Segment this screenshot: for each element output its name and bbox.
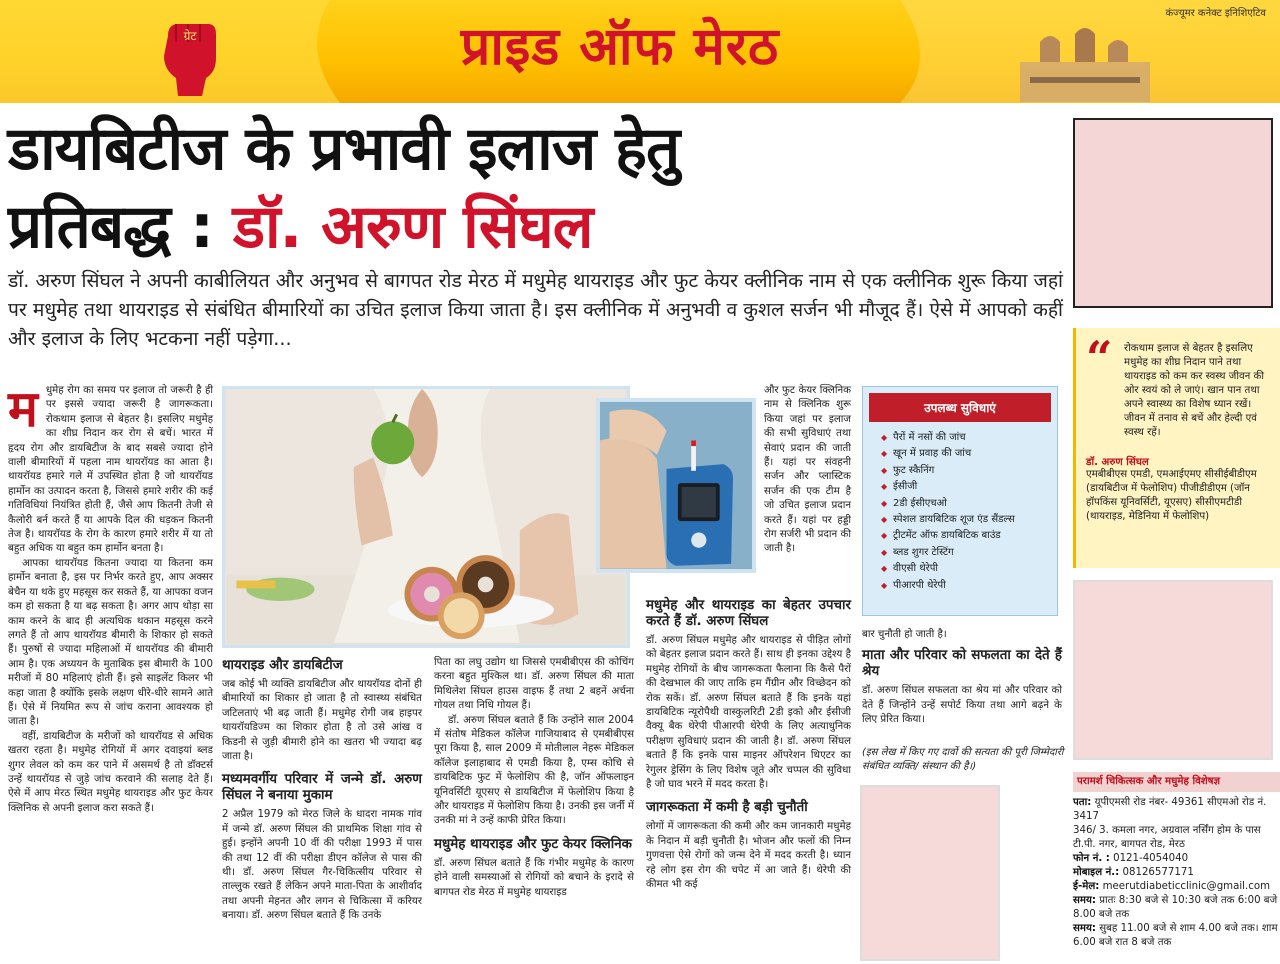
email-address: meerutdiabeticclinic@gmail.com [1102, 881, 1270, 892]
col1-paragraph-3: वहीं, डायबिटीज के मरीजों को थायरॉयड से अधिक खतरा रहता है। मधुमेह रोगियों में अगर दवाइयां ब्लड शुगर लेवल को कम कर पाने में असमर्थ है तो डॉक्टर्स उन्हें थायरॉयड से जुड़े जांच करवाने की सलाह देते हैं। ऐसे में आप मेरठ स्थित मधुमेह थायराइड और फुट केयर क्लिनिक से अपनी इलाज करा सकते हैं। [8, 730, 213, 814]
article-column-5 [862, 628, 1062, 728]
intro-paragraph: डॉ. अरुण सिंघल ने अपनी काबीलियत और अनुभव से बागपत रोड मेरठ में मधुमेह थायराइड और फुट केयर क्लीनिक नाम से एक क्लीनिक शुरू किया जहां पर मधुमेह तथा थायराइड से संबंधित बीमारियों का उचित इलाज किया जाता है। इस क्लीनिक में अनुभवी व कुशल सर्जन भी मौजूद हैं। ऐसे में आपको कहीं और इलाज के लिए भटकना नहीं पड़ेगा... [8, 269, 1063, 350]
facility-item: ◆ 2डी ईसीएचओ [881, 496, 1057, 512]
subheading-clinic: मधुमेह थायराइड और फुट केयर क्लिनिक [434, 836, 632, 852]
quote-author: डॉ. अरुण सिंघल [1086, 457, 1149, 468]
phone-label: फोन नं. : [1073, 853, 1110, 864]
masthead-banner [0, 0, 1280, 103]
facility-item: ◆ ब्लड शुगर टेस्टिंग [881, 545, 1057, 561]
headline [8, 110, 1058, 266]
subheading-better-treatment: मधुमेह और थायराइड का बेहतर उपचार करते हैं डॉ. अरुण सिंघल [646, 598, 851, 629]
contact-phone [1073, 852, 1280, 866]
subheading-middle-class-family: मध्यमवर्गीय परिवार में जन्मे डॉ. अरुण सिंघल ने बनाया मुकाम [222, 772, 422, 804]
doctor-quote-box [1073, 328, 1280, 568]
subheading-awareness: जागरूकता में कमी है बड़ी चुनौती [646, 800, 808, 816]
quote-text: रोकथाम इलाज से बेहतर है इसलिए मधुमेह का शीघ्र निदान पाने तथा थायराइड को कम कर स्वस्थ जीवन की ओर स्वयं को ले जाएं। खान पान तथा अपने स्वास्थ्य का विशेष ध्यान रखें। जीवन में तनाव से बचें और हेल्दी एवं स्वस्थ रहें। [1124, 343, 1264, 438]
facility-item: ◆ ईसीजी [881, 479, 1057, 495]
facilities-title: उपलब्ध सुविधाएं [869, 393, 1051, 422]
contact-mobile [1073, 866, 1280, 880]
doctor-name: डॉ. अरुण सिंघल [232, 192, 593, 262]
headline-line-1: डायबिटीज के प्रभावी इलाज हेतु [8, 114, 680, 184]
time-label-2: समय: [1073, 923, 1096, 934]
col3-paragraph-1: पिता का लघु उद्योग था जिससे एमबीबीएस की कोचिंग करना बहुत मुश्किल था। डॉ. अरुण सिंघल की माता मिथिलेश सिंघल हाउस वाइफ हैं तथा 2 बहनें अर्चना गोयल तथा निधि गोयल हैं। [434, 657, 634, 712]
col3-paragraph-3: डॉ. अरुण सिंघल बताते हैं कि गंभीर मधुमेह के कारण होने वाली समस्याओं से रोगियों को बचाने के इरादे से बागपत रोड मेरठ में मधुमेह थायराइड [434, 857, 634, 898]
ad-placeholder-top [1073, 118, 1273, 308]
mobile-label: मोबाइल नं.: [1073, 867, 1120, 878]
facility-item: ◆ पैरों में नसों की जांच [881, 430, 1057, 446]
time-label-1: समय: [1073, 895, 1096, 906]
woman-donut-illustration [225, 389, 627, 645]
timing-2: सुबह 11.00 बजे से शाम 4.00 बजे तक। शाम 6.00 बजे रात 8 बजे तक [1073, 923, 1278, 948]
col1-paragraph-1: धुमेह रोग का समय पर इलाज तो जरूरी है ही पर इससे ज्यादा जरूरी है जागरूकता। रोकथाम इलाज से बेहतर है। इसलिए मधुमेह का शीघ्र निदान कर रोग से बचें। भारत में हृदय रोग और डायबिटीज के बाद सबसे ज्यादा होने वाली बीमारियों में पहला नाम थायरॉयड का आता है। थायरॉयड हमारे गले में उपस्थित होता है जो थायरॉयड हार्मोन का उत्पादन करता है, जिससे हमारे शरीर की कई गतिविधियां नियंत्रित होती हैं, जैसे आप कितनी तेजी से कैलोरी बर्न करते हैं या आपके दिल की धड़कन कितनी तेज है। थायरॉयड के रोग के कारण हमारे शरीर में या तो बहुत अधिक या बहुत कम हार्मोन बनता है। [8, 385, 213, 555]
address-line-2: 346/ 3. कमला नगर, अग्रवाल नर्सिंग होम के पास टी.पी. नगर, बागपत रोड, मेरठ [1073, 825, 1261, 850]
masthead-title: प्राइड ऑफ मेरठ [460, 16, 780, 77]
headline-line-2-a: प्रतिबद्ध : [8, 192, 233, 262]
col4-paragraph-2: डॉ. अरुण सिंघल मधुमेह और थायराइड से पीड़ित लोगों को बेहतर इलाज प्रदान करते हैं। साथ ही इनका उद्देश्य है मधुमेह रोगियों के बीच जागरूकता फैलाना कि कैसे पैरों की देखभाल की जाए ताकि हम गैंग्रीन और विच्छेदन को रोक सकें। डॉ. अरुण सिंघल बताते हैं कि इनके यहां डायबिटिक न्यूरोपैथी वास्कुलरिटी 2डी इको और ईसीजी वैक्यू बैक थेरेपी पीआरपी थेरेपी के लिए अत्याधुनिक परीक्षण सुविधाएं प्रदान की जाती है। डॉ. अरुण सिंघल बताते हैं कि इनके पास माइनर ऑपरेशन थिएटर का रेगुलर ड्रेसिंग के लिए विशेष जूते और चप्पल की सुविधा है जो घाव भरने में मदद करता है। [646, 635, 851, 791]
col2-paragraph-1: जब कोई भी व्यक्ति डायबिटीज और थायरॉयड दोनों ही बीमारियों का शिकार हो जाता है तो स्वास्थ्य संबंधित जटिलताएं भी बढ़ जाती हैं। मधुमेह रोगी जब हाइपर थायरॉयडिज्म का शिकार होता है तो उसे आंख व किडनी से जुड़ी बीमारी होने का खतरा भी ज्यादा बढ़ जाता है। [222, 679, 422, 763]
contact-heading: परामर्श चिकित्सक और मधुमेह विशेषज्ञ [1073, 772, 1280, 792]
col4-paragraph-1: और फुट केयर क्लिनिक नाम से क्लिनिक शुरू किया जहां पर इलाज की सभी सुविधाएं तथा सेवाएं प्रदान की जाती हैं। यहां पर संवहनी सर्जन और प्लास्टिक सर्जन की एक टीम है जो उचित इलाज प्रदान करते हैं। यहां पर हड्डी रोग सर्जरी भी प्रदान की जाती है। [764, 385, 851, 555]
ad-placeholder-middle [1073, 580, 1273, 760]
col4-paragraph-3: लोगों में जागरूकता की कमी और कम जानकारी मधुमेह के निदान में बड़ी चुनौती है। भोजन और फलों की निम्न गुणवत्ता ऐसे रोगों को जन्म देने में मदद करती है। ध्यान रहे लोग इस रोग की चपेट में आ जाते हैं। थेरेपी की कीमत भी कई [646, 821, 851, 891]
facility-item: ◆ खून में प्रवाह की जांच [881, 446, 1057, 462]
quote-mark-icon: “ [1086, 331, 1113, 385]
contact-address [1073, 796, 1280, 824]
disclaimer-note: (इस लेख में किए गए दावों की सत्यता की पूरी जिम्मेदारी संबंधित व्यक्ति/ संस्थान की है।) [862, 747, 1064, 772]
contact-email [1073, 880, 1280, 894]
monument-illustration [1020, 22, 1150, 102]
contact-box [1073, 772, 1280, 950]
facilities-list [863, 430, 1057, 594]
col3-paragraph-2: डॉ. अरुण सिंघल बताते हैं कि उन्होंने साल 2004 में संतोष मेडिकल कॉलेज गाजियाबाद से एमबीबीएस पूरा किया है, साल 2009 में मोतीलाल नेहरू मेडिकल कॉलेज इलाहाबाद से एमडी किया है, एम्स कोचि से डायबिटिक फुट में फेलोशिप की है, जॉन ऑफलाइन यूनिवर्सिटी यूएसए से डायबिटीज में फेलोशिप किया है और थायराइड में फेलोशिप किया है। उनकी इस जर्नी में उनकी मां ने उन्हें काफी प्रेरित किया। [434, 714, 634, 827]
facility-item: ◆ वीएसी थेरेपी [881, 561, 1057, 577]
contact-timing-2 [1073, 922, 1280, 950]
raised-fist-icon [150, 6, 230, 96]
facility-item: ◆ पीआरपी थेरेपी [881, 578, 1057, 594]
mobile-number: 08126577171 [1122, 867, 1194, 878]
col5-paragraph-1: बार चुनौती हो जाती है। [862, 629, 947, 640]
headline-line-2 [8, 188, 1058, 266]
photo-woman-refusing-donut [222, 386, 630, 648]
fist-text: ग्रेट [183, 29, 197, 43]
subheading-mother-family: माता और परिवार को सफलता का देते हैं श्रेय [862, 648, 1062, 680]
col5-paragraph-2: डॉ. अरुण सिंघल सफलता का श्रेय मां और परिवार को देते हैं जिन्होंने उन्हें सपोर्ट किया तथा आगे बढ़ने के लिए प्रेरित किया। [862, 685, 1062, 726]
timing-1: प्रातः 8:30 बजे से 10:30 बजे तक 6:00 बजे 8.00 बजे तक [1073, 895, 1278, 920]
facility-item: ◆ ट्रीटमेंट ऑफ डायबिटिक बाउंड [881, 528, 1057, 544]
facilities-box [862, 386, 1058, 616]
facility-item: ◆ स्पेशल डायबिटिक शूज एंड सैंडल्स [881, 512, 1057, 528]
facility-item: ◆ फुट स्कैनिंग [881, 463, 1057, 479]
quote-credentials: एमबीबीएस एमडी, एमआईएमए सीसीईबीडीएम (डायबिटीज में फेलोशिप) पीजीडीडीएम (जॉन हॉपकिंस यूनिवर्सिटी, यूएसए) सीसीएमटीडी (थायराइड, मेडिनिया में फेलोशिप) [1086, 469, 1257, 522]
col1-paragraph-2: आपका थायरॉयड कितना ज्यादा या कितना कम हार्मोन बनाता है, इस पर निर्भर करते हुए, आप अक्सर बेचैन या थके हुए महसूस कर सकते हैं, या आपका वजन कम हो सकता है या बढ़ सकता है। अगर आप थोड़ा सा काम करने के बाद ही अत्यधिक थकान महसूस करने लगते हैं तो आप थायरॉयड बीमारी के शिकार हो सकते हैं। पुरुषों से ज्यादा महिलाओं में थायरॉयड की बीमारी आम है। एक अध्ययन के मुताबिक इस बीमारी के 100 मरीजों में 80 महिलाएं होती हैं। इसे साइलेंट किलर भी कहा जाता है क्योंकि इसके लक्षण धीरे-धीरे सामने आते हैं। ऐसे में नियमित रूप से जांच कराना आवश्यक हो जाता है। [8, 557, 213, 728]
ad-placeholder-bottom [860, 785, 1000, 961]
article-column-1 [8, 379, 213, 816]
tagline: कंज्यूमर कनेक्ट इनिशिएटिव [1165, 8, 1266, 19]
article-column-4 [646, 384, 851, 893]
address-line-1: यूपीएमसी रोड नंबर- 49361 सीएमओ रोड नं. 3417 [1073, 797, 1267, 822]
address-label: पता: [1073, 797, 1092, 808]
email-label: ई-मेल: [1073, 881, 1100, 892]
drop-cap: म [8, 379, 38, 438]
phone-number: 0121-4054040 [1113, 853, 1189, 864]
article-column-3 [434, 656, 634, 900]
subheading-thyroid-diabetes: थायराइड और डायबिटीज [222, 658, 343, 673]
col2-paragraph-2: 2 अप्रैल 1979 को मेरठ जिले के धादरा नामक गांव में जन्मे डॉ. अरुण सिंघल की प्राथमिक शिक्षा गांव से हुई। इन्होंने अपनी 10 वीं की परीक्षा 1993 में पास की तथा 12 वीं की परीक्षा डीएन कॉलेज से पास की थी। डॉ. अरुण सिंघल गैर-चिकित्सीय परिवार से ताल्लुक रखते हैं लेकिन अपने माता-पिता के आशीर्वाद तथा अपनी मेहनत और लगन से चिकित्सा में करियर बनाया। डॉ. अरुण सिंघल बताते हैं कि उनके [222, 809, 422, 922]
contact-timing-1 [1073, 894, 1280, 922]
article-column-2 [222, 656, 422, 924]
